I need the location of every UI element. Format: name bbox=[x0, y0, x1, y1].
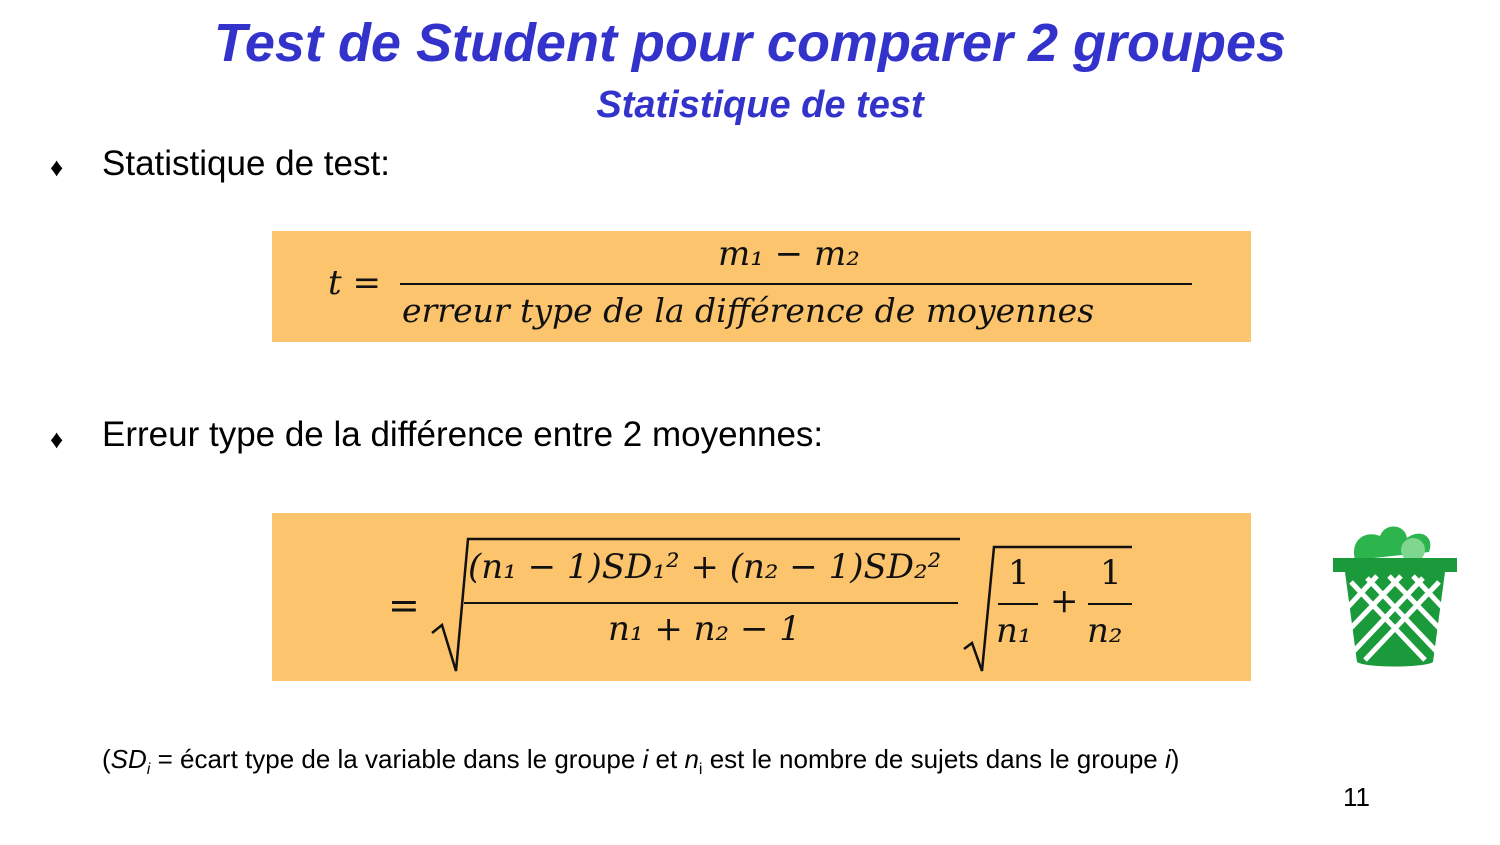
trash-basket-icon bbox=[1325, 522, 1465, 672]
formula-t-numerator: m₁ − m₂ bbox=[718, 234, 860, 274]
formula-se-fraction-bar bbox=[464, 602, 958, 604]
frac-a-numerator: 1 bbox=[1008, 553, 1030, 593]
formula-t-box bbox=[272, 231, 1251, 342]
bullet-marker: ♦ bbox=[50, 152, 64, 182]
slide-subtitle: Statistique de test bbox=[596, 84, 924, 126]
formula-t-lhs: t = bbox=[328, 263, 381, 303]
formula-se-numerator: (n₁ − 1)SD₁² + (n₂ − 1)SD₂² bbox=[468, 547, 942, 587]
bullet-erreur-type: Erreur type de la différence entre 2 moyennes: bbox=[102, 415, 824, 454]
frac-b-numerator: 1 bbox=[1100, 553, 1122, 593]
formula-t-fraction-bar bbox=[400, 283, 1192, 285]
formula-t-denominator: erreur type de la différence de moyennes bbox=[402, 291, 1095, 330]
sd-symbol: SD bbox=[110, 744, 147, 774]
formula-se-box bbox=[272, 513, 1251, 681]
bullet-marker: ♦ bbox=[50, 424, 64, 454]
formula-se-equals: = bbox=[388, 583, 420, 627]
frac-b-bar bbox=[1088, 603, 1132, 605]
footnote: ($SD_i$ = écart type de la variable dans le groupe i et $n_i$ est le nombre de sujets dans le groupe i) bbox=[102, 744, 1180, 779]
plus-sign: + bbox=[1050, 581, 1079, 621]
frac-b-denominator: n₂ bbox=[1087, 611, 1123, 651]
n-symbol: n bbox=[684, 744, 699, 774]
frac-a-denominator: n₁ bbox=[996, 611, 1032, 651]
formula-se-denominator: n₁ + n₂ − 1 bbox=[608, 609, 801, 649]
page-number: 11 bbox=[1343, 782, 1370, 812]
bullet-statistique: Statistique de test: bbox=[102, 144, 390, 183]
slide-title: Test de Student pour comparer 2 groupes bbox=[213, 13, 1287, 73]
frac-a-bar bbox=[998, 603, 1038, 605]
